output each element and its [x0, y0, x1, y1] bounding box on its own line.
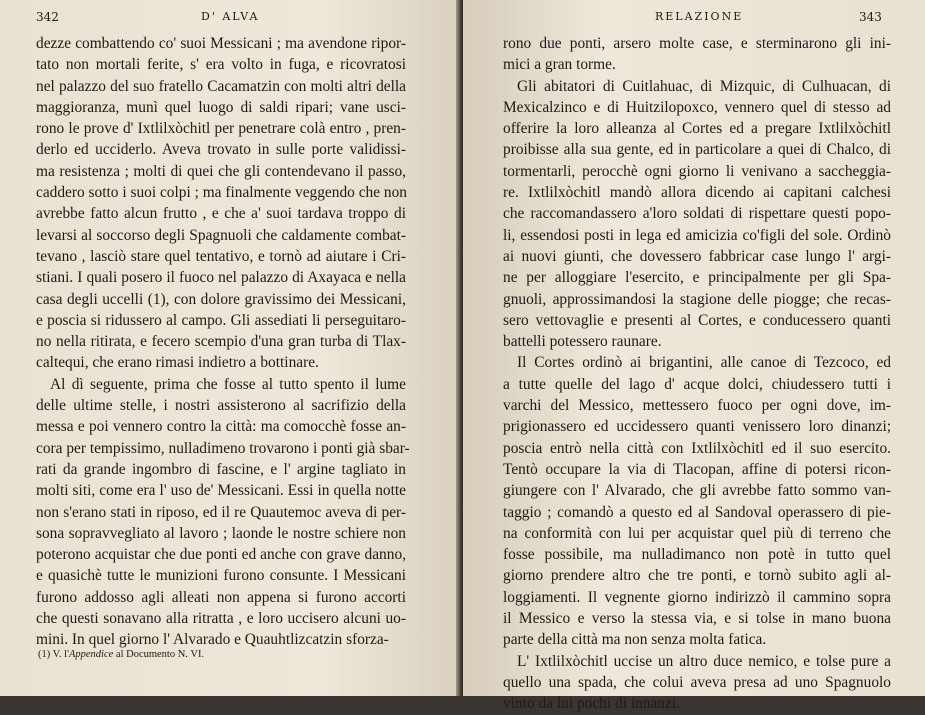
text-line: fosse possibile, ma nulladimanco non potè in tutto quel [503, 546, 891, 564]
text-line: varchi del Messico, mettessero fuoco per ogni dove, im- [503, 397, 891, 415]
text-line: ma resistenza ; molti di quei che gli contendevano il passo, [36, 162, 406, 180]
text-line: L' Ixtlilxòchitl uccise un altro duce nemico, e tolse pure a [517, 652, 891, 670]
text-line: sero vettovaglie e presenti al Cortes, e conducessero quanti [503, 311, 891, 329]
text-line: levarsi al soccorso degli Spagnuoli che caldamente combat- [36, 226, 406, 244]
text-line: avrebbe fatto alcun frutto , e che a' suoi tardava troppo di [36, 205, 406, 223]
text-line: messa e poi vennero contro la città: ma comocchè fosse an- [36, 418, 406, 436]
text-line: giorno prendere altro che tre ponti, e tornò subito agli al- [503, 567, 891, 585]
text-line: non s'erano stati in riposo, ed il re Quautemoc aveva di per- [36, 503, 406, 521]
text-line: no nella ritirata, e fecero scempio d'una gran turba di Tlax- [36, 333, 406, 351]
text-line: parte della città ma non senza molta fatica. [503, 631, 767, 649]
text-line: re. Ixtlilxòchitl mandò allora dicendo ai capitani calchesi [503, 184, 891, 202]
text-line: che questi sonavano alla ritratta , e loro uccisero alcuni uo- [36, 610, 406, 628]
text-line: Gli abitatori di Cuitlahuac, di Mizquic, di Culhuacan, di [517, 77, 891, 95]
text-line: loggiamenti. Il vegnente giorno indirizzò il cammino sopra [503, 588, 891, 606]
text-line: tevano , lasciò stare quel tentativo, e tornò ad aiutare i Cri- [36, 247, 406, 265]
text-line: derlo ed ucciderlo. Aveva trovato in sulle porte validissi- [36, 141, 406, 159]
text-line: furono addosso agli alleati non appena si furono accorti [36, 588, 406, 606]
footnote-rule [36, 638, 406, 639]
text-line: taggio ; comandò a questo ed al Sandoval operassero di pie- [503, 503, 891, 521]
text-line: sona sopravvegliato al lavoro ; laonde le nostre schiere non [36, 524, 406, 542]
text-line: offerire la loro alleanza al Cortes ed a pregare Ixtlilxòchitl [503, 120, 891, 138]
text-line: tormentarli, perocchè ogni giorno li venivano a saccheggia- [503, 162, 891, 180]
text-line: gnuoli, approssimandosi la stagione delle piogge; che recas- [503, 290, 891, 308]
text-line: che raccomandassero a'loro soldati di rispettare questi popo- [503, 205, 891, 223]
text-line: molti siti, come era l' uso de' Messicani. Essi in quella notte [36, 482, 406, 500]
text-line: il Messico e verso la stessa via, e si tolse in mano buona [503, 610, 891, 628]
text-line: nel palazzo del suo fratello Cacamatzin con molti altri della [36, 77, 406, 95]
right-running-title: RELAZIONE [655, 10, 744, 23]
text-line: stiani. I quali posero il fuoco nel palazzo di Axayaca e nella [36, 269, 406, 287]
text-line: a tutte quelle del lago d' acque dolci, chiudessero tutti i [503, 375, 891, 393]
text-line: rono le prove d' Ixtlilxòchitl per penetrare colà entro , pren- [36, 120, 406, 138]
text-line: maggioranza, munì quel luogo di saldi ripari; vane usci- [36, 98, 406, 116]
left-running-head [36, 10, 406, 24]
text-line: na conformità con lui per acquistar quel più di terreno che [503, 524, 891, 542]
text-line: mini. In quel giorno l' Alvarado e Quauhtlizcatzin sforza- [36, 631, 389, 649]
text-line: giungere con l' Alvarado, che gli avrebbe fatto sommo van- [503, 482, 891, 500]
right-page-number: 343 [859, 10, 882, 24]
text-line: rati da grande ingombro di fascine, e l' argine tagliato in [36, 460, 406, 478]
text-line: poterono acquistar che due ponti ed anche con grave danno, [36, 546, 406, 564]
text-line: Al dì seguente, prima che fosse al tutto spento il lume [50, 375, 406, 393]
text-line: prigionassero ed uccidessero quanti venissero loro dinanzi; [503, 418, 891, 436]
right-page [463, 0, 925, 713]
footnote-prefix: (1) V. l' [38, 649, 69, 660]
text-line: battelli potessero raunare. [503, 333, 662, 351]
left-running-title: D' ALVA [201, 10, 260, 23]
left-page-number: 342 [36, 10, 59, 24]
left-body-text [36, 33, 410, 651]
right-body-text [503, 33, 891, 715]
text-line: ai nuovi giunti, che dovessero fabbricar case lungo l' argi- [503, 247, 891, 265]
footnote [38, 649, 204, 660]
text-line: proibisse alla sua gente, ed in particolare a quei di Chalco, di [503, 141, 891, 159]
text-line: mici a gran torme. [503, 56, 616, 74]
text-line: e quasichè tutte le munizioni furono consunte. I Messicani [36, 567, 406, 585]
text-line: casa degli uccelli (1), con dolore gravissimo dei Messicani, [36, 290, 406, 308]
text-line: tato non mortali ferite, s' era volto in fuga, e ricovratosi [36, 56, 406, 74]
text-line: rono due ponti, arsero molte case, e sterminarono gli ini- [503, 35, 891, 52]
text-line: delle ultime stelle, i nostri assisterono al sacrifizio della [36, 397, 406, 415]
text-line: li, essendosi posti in lega ed amicizia co'figli del sole. Ordinò [503, 226, 891, 244]
text-line: dezze combattendo co' suoi Messicani ; ma avendone ripor- [36, 35, 406, 52]
text-line: Tentò occupare la via di Tlacopan, affine di potersi ricon- [503, 460, 891, 478]
footnote-italic: Appendice [68, 649, 114, 660]
text-line: caltequi, che erano rimasi indietro a bottinare. [36, 354, 319, 372]
left-page [0, 0, 460, 696]
text-line: cora per tempissimo, nulladimeno trovarono i ponti già sbar- [36, 439, 410, 457]
text-line: caddero sotto i suoi colpi ; ma finalmente veggendo che non [36, 184, 407, 202]
text-line: vinto da lui pochi di innanzi. [503, 695, 680, 713]
text-line: Mexicalzinco e di Huitzilopoxco, vennero quel di stesso ad [503, 98, 891, 116]
text-line: e poscia si ridussero al campo. Gli assediati li perseguitaro- [36, 311, 406, 329]
text-line: poscia entrò nella città con Ixtlilxòchitl ed il suo esercito. [503, 439, 891, 457]
text-line: ne per alloggiare l'esercito, e principalmente per gli Spa- [503, 269, 891, 287]
text-line: quello una spada, che colui aveva presa ad uno Spagnuolo [503, 673, 891, 691]
text-line: Il Cortes ordinò ai brigantini, alle canoe di Tezcoco, ed [517, 354, 891, 372]
footnote-suffix: al Documento N. VI. [113, 649, 205, 660]
